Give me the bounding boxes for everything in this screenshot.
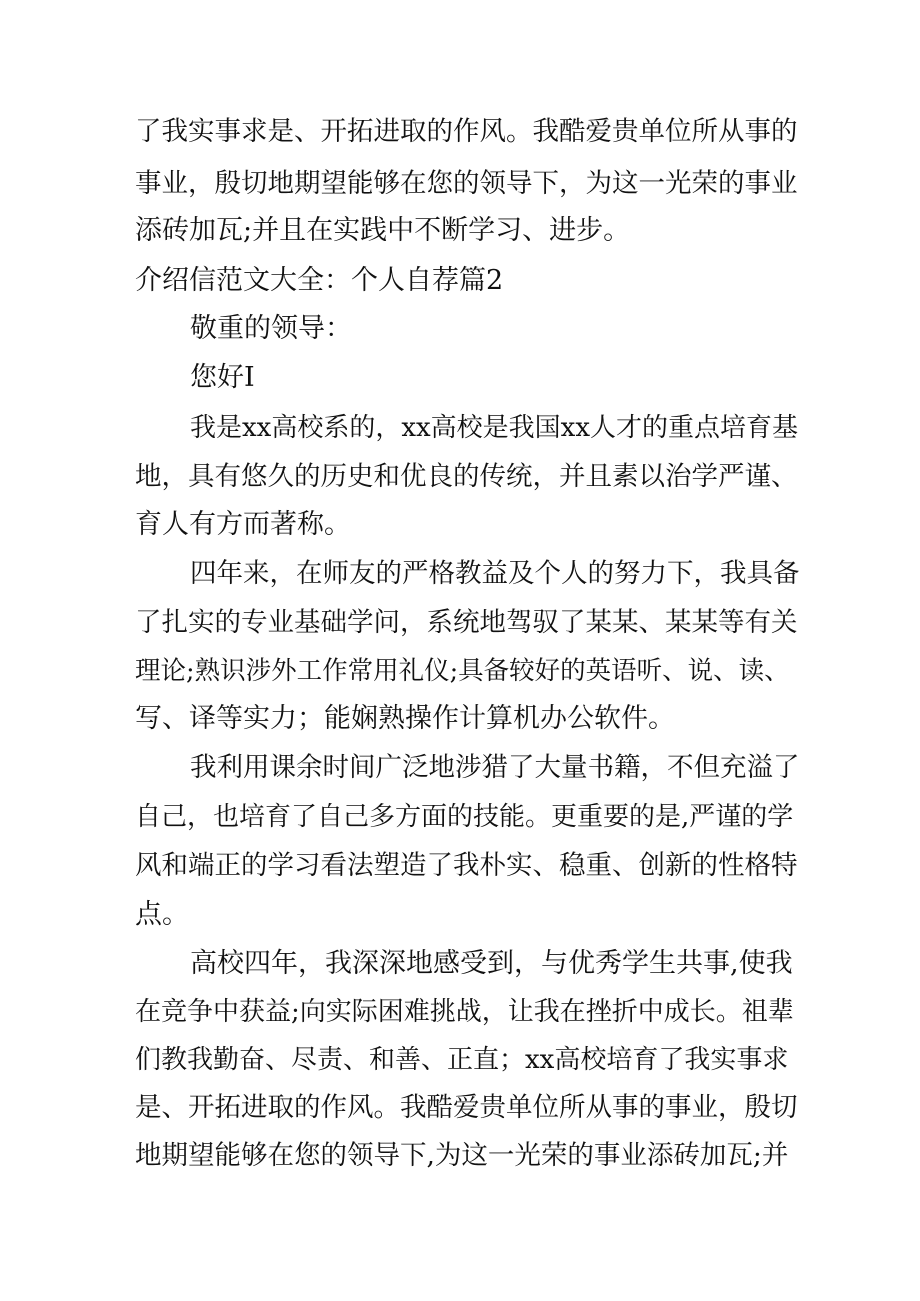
text-line: 四年来，在师友的严格教益及个人的努力下，我具备 xyxy=(190,558,800,589)
text-line: 添砖加瓦;并且在实践中不断学习、进步。 xyxy=(135,215,631,246)
text-line: 事业，殷切地期望能够在您的领导下，为这一光荣的事业 xyxy=(135,168,798,199)
greeting: 您好I xyxy=(190,362,255,393)
text-line: 理论;熟识涉外工作常用礼仪;具备较好的英语听、说、读、 xyxy=(135,656,790,686)
text-line: 我利用课余时间广泛地涉猎了大量书籍，不但充溢了 xyxy=(190,752,800,783)
text-line: 是、开拓进取的作风。我酷爱贵单位所从事的事业，殷切 xyxy=(135,1092,798,1123)
text-line: 了扎实的专业基础学问，系统地驾驭了某某、某某等有关 xyxy=(135,607,798,638)
text-line: 了我实事求是、开拓进取的作风。我酷爱贵单位所从事的 xyxy=(135,116,798,147)
text-line: 地期望能够在您的领导下,为这一光荣的事业添砖加瓦;并 xyxy=(135,1140,789,1171)
text-line: 写、译等实力；能娴熟操作计算机办公软件。 xyxy=(135,703,675,734)
text-line: 点。 xyxy=(135,899,189,930)
text-line: 育人有方而著称。 xyxy=(135,509,351,540)
text-line: 高校四年，我深深地感受到，与优秀学生共事,使我 xyxy=(190,948,793,979)
text-line: 我是xx高校系的，xx高校是我国xx人才的重点培育基 xyxy=(190,413,798,443)
text-line: 风和端正的学习看法塑造了我朴实、稳重、创新的性格特 xyxy=(135,850,798,881)
text-line: 们教我勤奋、尽责、和善、正直；xx高校培育了我实事求 xyxy=(135,1045,789,1075)
section-heading: 介绍信范文大全：个人自荐篇2 xyxy=(135,265,504,296)
text-line: 在竞争中获益;向实际困难挑战，让我在挫折中成长。祖辈 xyxy=(135,997,794,1027)
text-line: 地，具有悠久的历史和优良的传统，并且素以治学严谨、 xyxy=(135,461,798,492)
salutation: 敬重的领导： xyxy=(190,313,352,344)
text-line: 自己，也培育了自己多方面的技能。更重要的是,严谨的学 xyxy=(135,802,794,832)
